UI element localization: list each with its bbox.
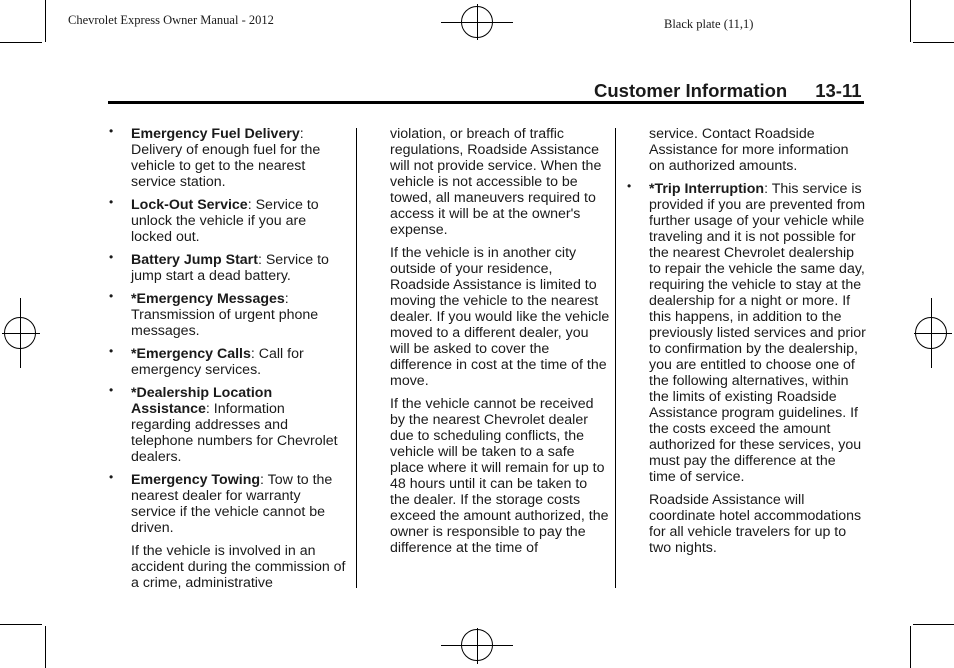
bullet-icon: •: [109, 383, 114, 397]
list-item: • Emergency Fuel Delivery: Delivery of enough fuel for the vehicle to get to the nearest service station.: [109, 124, 321, 190]
bullet-icon: •: [109, 195, 114, 209]
plate-label: Black plate (11,1): [664, 17, 754, 31]
crop-mark: [913, 42, 954, 43]
list-item: • *Trip Interruption: This service is provided if you are prevented from further usage of your vehicle while traveling and it is not possible for the nearest Chevrolet dealership to repair the vehicle the same day, requiring the vehicle to stay at the dealership for a night or more. If this happens, in addition to the previously listed services and prior to confirmation by the dealership, you are entitled to choose one of the following alternatives, within the limits of existing Roadside Assistance program guidelines. If the costs exceed the amount authorized for these services, you must pay the difference at the time of service.: [627, 179, 866, 485]
bullet-icon: •: [109, 470, 114, 484]
column-2: [390, 126, 610, 563]
list-item: • *Dealership Location Assistance: Information regarding addresses and telephone numbers for Chevrolet dealers.: [109, 383, 338, 465]
column-1: [108, 126, 348, 598]
bullet-icon: •: [109, 250, 114, 264]
paragraph: violation, or breach of traffic regulations, Roadside Assistance will not provide service. When the vehicle is not accessible to be towed, all maneuvers required to access it will be at the owner's expense.: [390, 126, 602, 238]
list-item: • Battery Jump Start: Service to jump start a dead battery.: [109, 250, 329, 284]
crop-mark: [910, 626, 911, 668]
bullet-icon: •: [109, 289, 114, 303]
paragraph: Roadside Assistance will coordinate hotel accommodations for all vehicle travelers for up to two nights.: [649, 492, 862, 556]
section-header: [594, 80, 862, 102]
list-item: • *Emergency Messages: Transmission of urgent phone messages.: [109, 289, 319, 339]
column-divider: [356, 128, 357, 588]
header-rule: [108, 101, 864, 104]
bullet-icon: •: [109, 124, 114, 138]
paragraph: If the vehicle is involved in an accident during the commission of a crime, administrative: [131, 543, 346, 591]
bullet-icon: •: [627, 179, 632, 193]
crop-mark: [910, 0, 911, 42]
list-item: • Lock-Out Service: Service to unlock the vehicle if you are locked out.: [109, 195, 319, 245]
bullet-icon: •: [109, 344, 114, 358]
section-title: Customer Information: [594, 80, 788, 101]
list-item: • *Emergency Calls: Call for emergency services.: [109, 344, 304, 378]
paragraph: If the vehicle cannot be received by the nearest Chevrolet dealer due to scheduling conflicts, the vehicle will be taken to a safe place where it will remain for up to 48 hours until it can be taken to the dealer. If the storage costs exceed the amount authorized, the owner is responsible to pay the difference at the time of: [390, 396, 609, 556]
paragraph: service. Contact Roadside Assistance for more information on authorized amounts.: [649, 126, 849, 174]
crop-mark: [913, 624, 954, 625]
manual-title-slug: Chevrolet Express Owner Manual - 2012: [68, 13, 274, 27]
list-item: • Emergency Towing: Tow to the nearest dealer for warranty service if the vehicle cannot be driven.: [109, 470, 333, 536]
column-divider: [615, 128, 616, 588]
paragraph: If the vehicle is in another city outside of your residence, Roadside Assistance is limited to moving the vehicle to the nearest dealer. If you would like the vehicle moved to a different dealer, you will be asked to cover the difference in cost at the time of the move.: [390, 245, 610, 389]
crop-mark: [45, 626, 46, 668]
crop-mark: [0, 42, 42, 43]
crop-mark: [0, 624, 42, 625]
crop-mark: [45, 0, 46, 42]
column-3: [626, 126, 866, 563]
page-number: 13-11: [815, 80, 862, 101]
